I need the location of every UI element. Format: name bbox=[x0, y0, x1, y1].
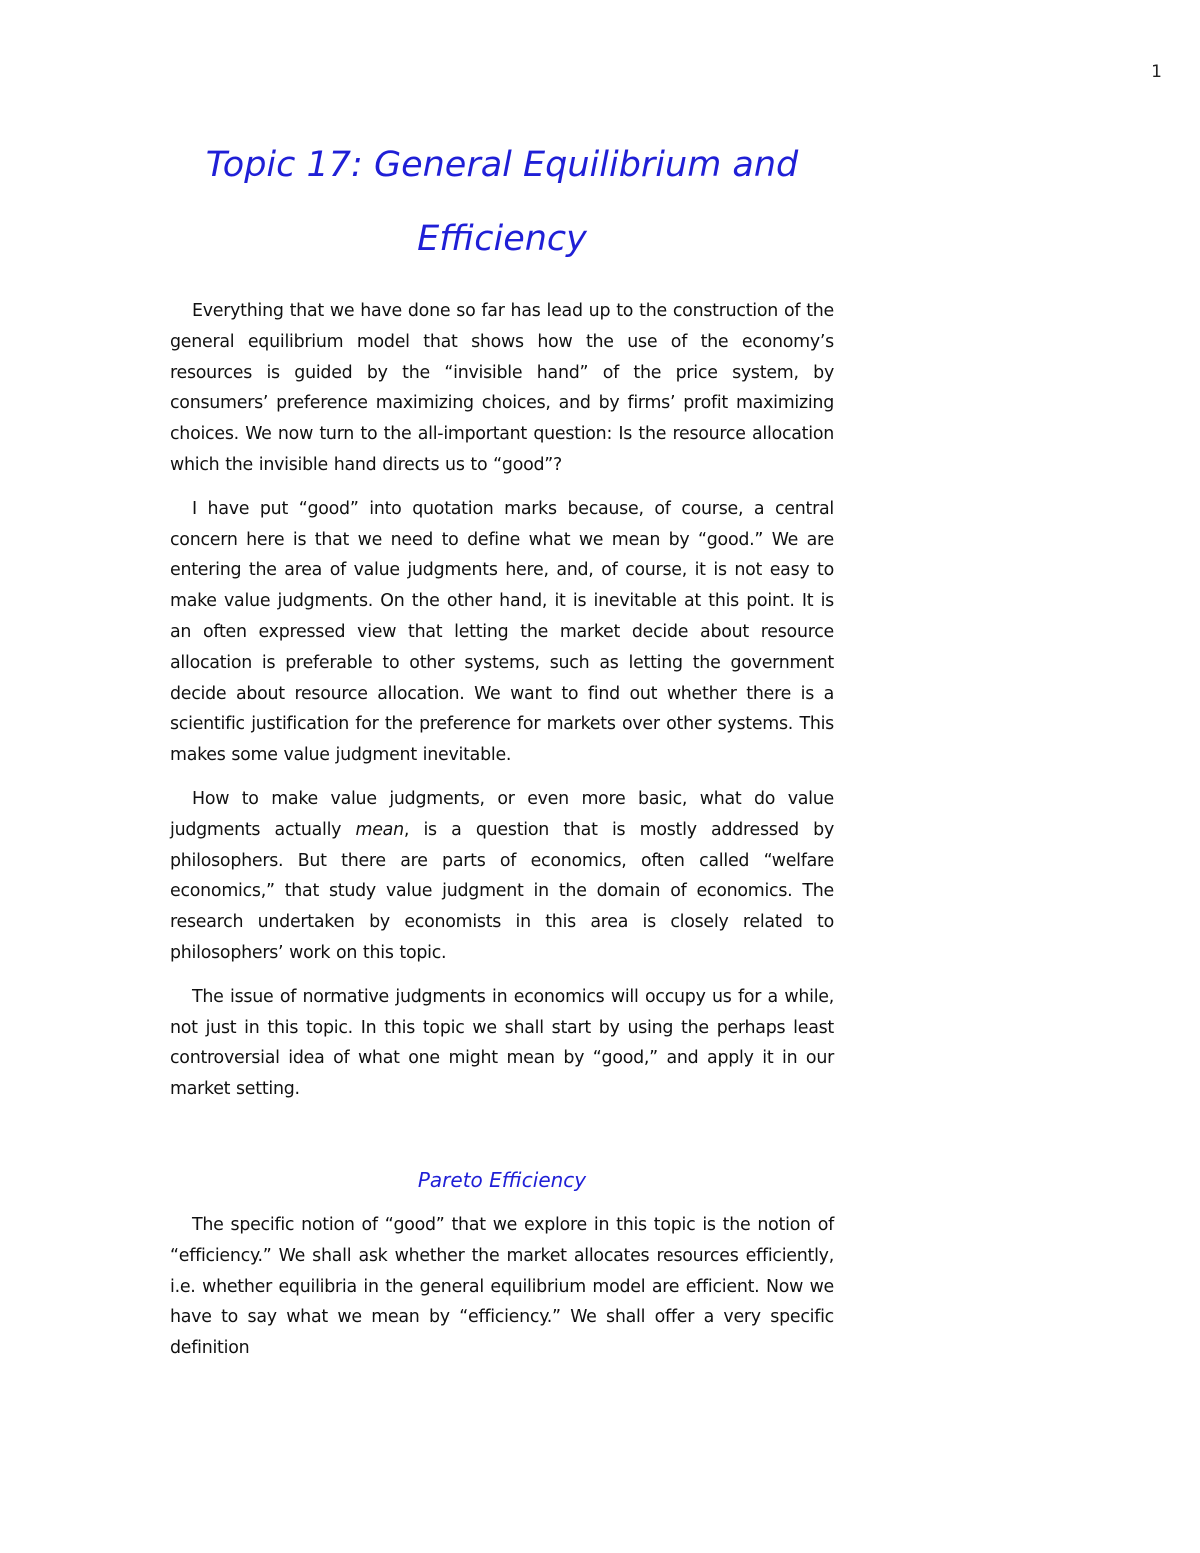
section-heading-pareto-efficiency: Pareto Efficiency bbox=[417, 1167, 587, 1192]
section-paragraph-1: The specific notion of “good” that we explore in this topic is the notion of “efficiency.” We shall ask whether the market allocates resources efficiently, i.e. whether equilibria in the general equilibrium model are efficient. Now we have to say what we mean by “efficiency.” We shall offer a very specific definition bbox=[170, 1214, 834, 1359]
paragraph-2: I have put “good” into quotation marks because, of course, a central concern here is that we need to define what we mean by “good.” We are entering the area of value judgments here, and, of course, it is not easy to make value judgments. On the other hand, it is inevitable at this point. It is an often expressed view that letting the market decide about resource allocation is preferable to other systems, such as letting the government decide about resource allocation. We want to find out whether there is a scientific justification for the preference for markets over other systems. This makes some value judgment inevitable. bbox=[170, 498, 834, 766]
paragraph-1: Everything that we have done so far has lead up to the construction of the general equilibrium model that shows how the use of the economy’s resources is guided by the “invisible hand” of the price system, by consumers’ preference maximizing choices, and by firms’ profit maximizing choices. We now turn to the all-important question: Is the resource allocation which the invisible hand directs us to “good”? bbox=[170, 301, 834, 475]
document-title: Topic 17: General Equilibrium and Efficiency bbox=[205, 145, 799, 259]
paragraph-3-text-end: , is a question that is mostly addressed by philosophers. But there are parts of economics, often called “welfare economics,” that study value judgment in the domain of economics. The research undertaken by economists in this area is closely related to philosophers’ work on this topic. bbox=[170, 819, 835, 963]
emphasis-mean: mean bbox=[355, 819, 404, 840]
paragraph-3 bbox=[170, 784, 834, 969]
document-body bbox=[170, 296, 834, 1377]
page-number: 1 bbox=[1151, 62, 1162, 82]
paragraph-4: The issue of normative judgments in economics will occupy us for a while, not just in this topic. In this topic we shall start by using the perhaps least controversial idea of what one might mean by “good,” and apply it in our market setting. bbox=[170, 986, 834, 1100]
paragraph-3-text-start: How to make value judgments, or even more basic, what do value judgments actually bbox=[170, 788, 834, 840]
